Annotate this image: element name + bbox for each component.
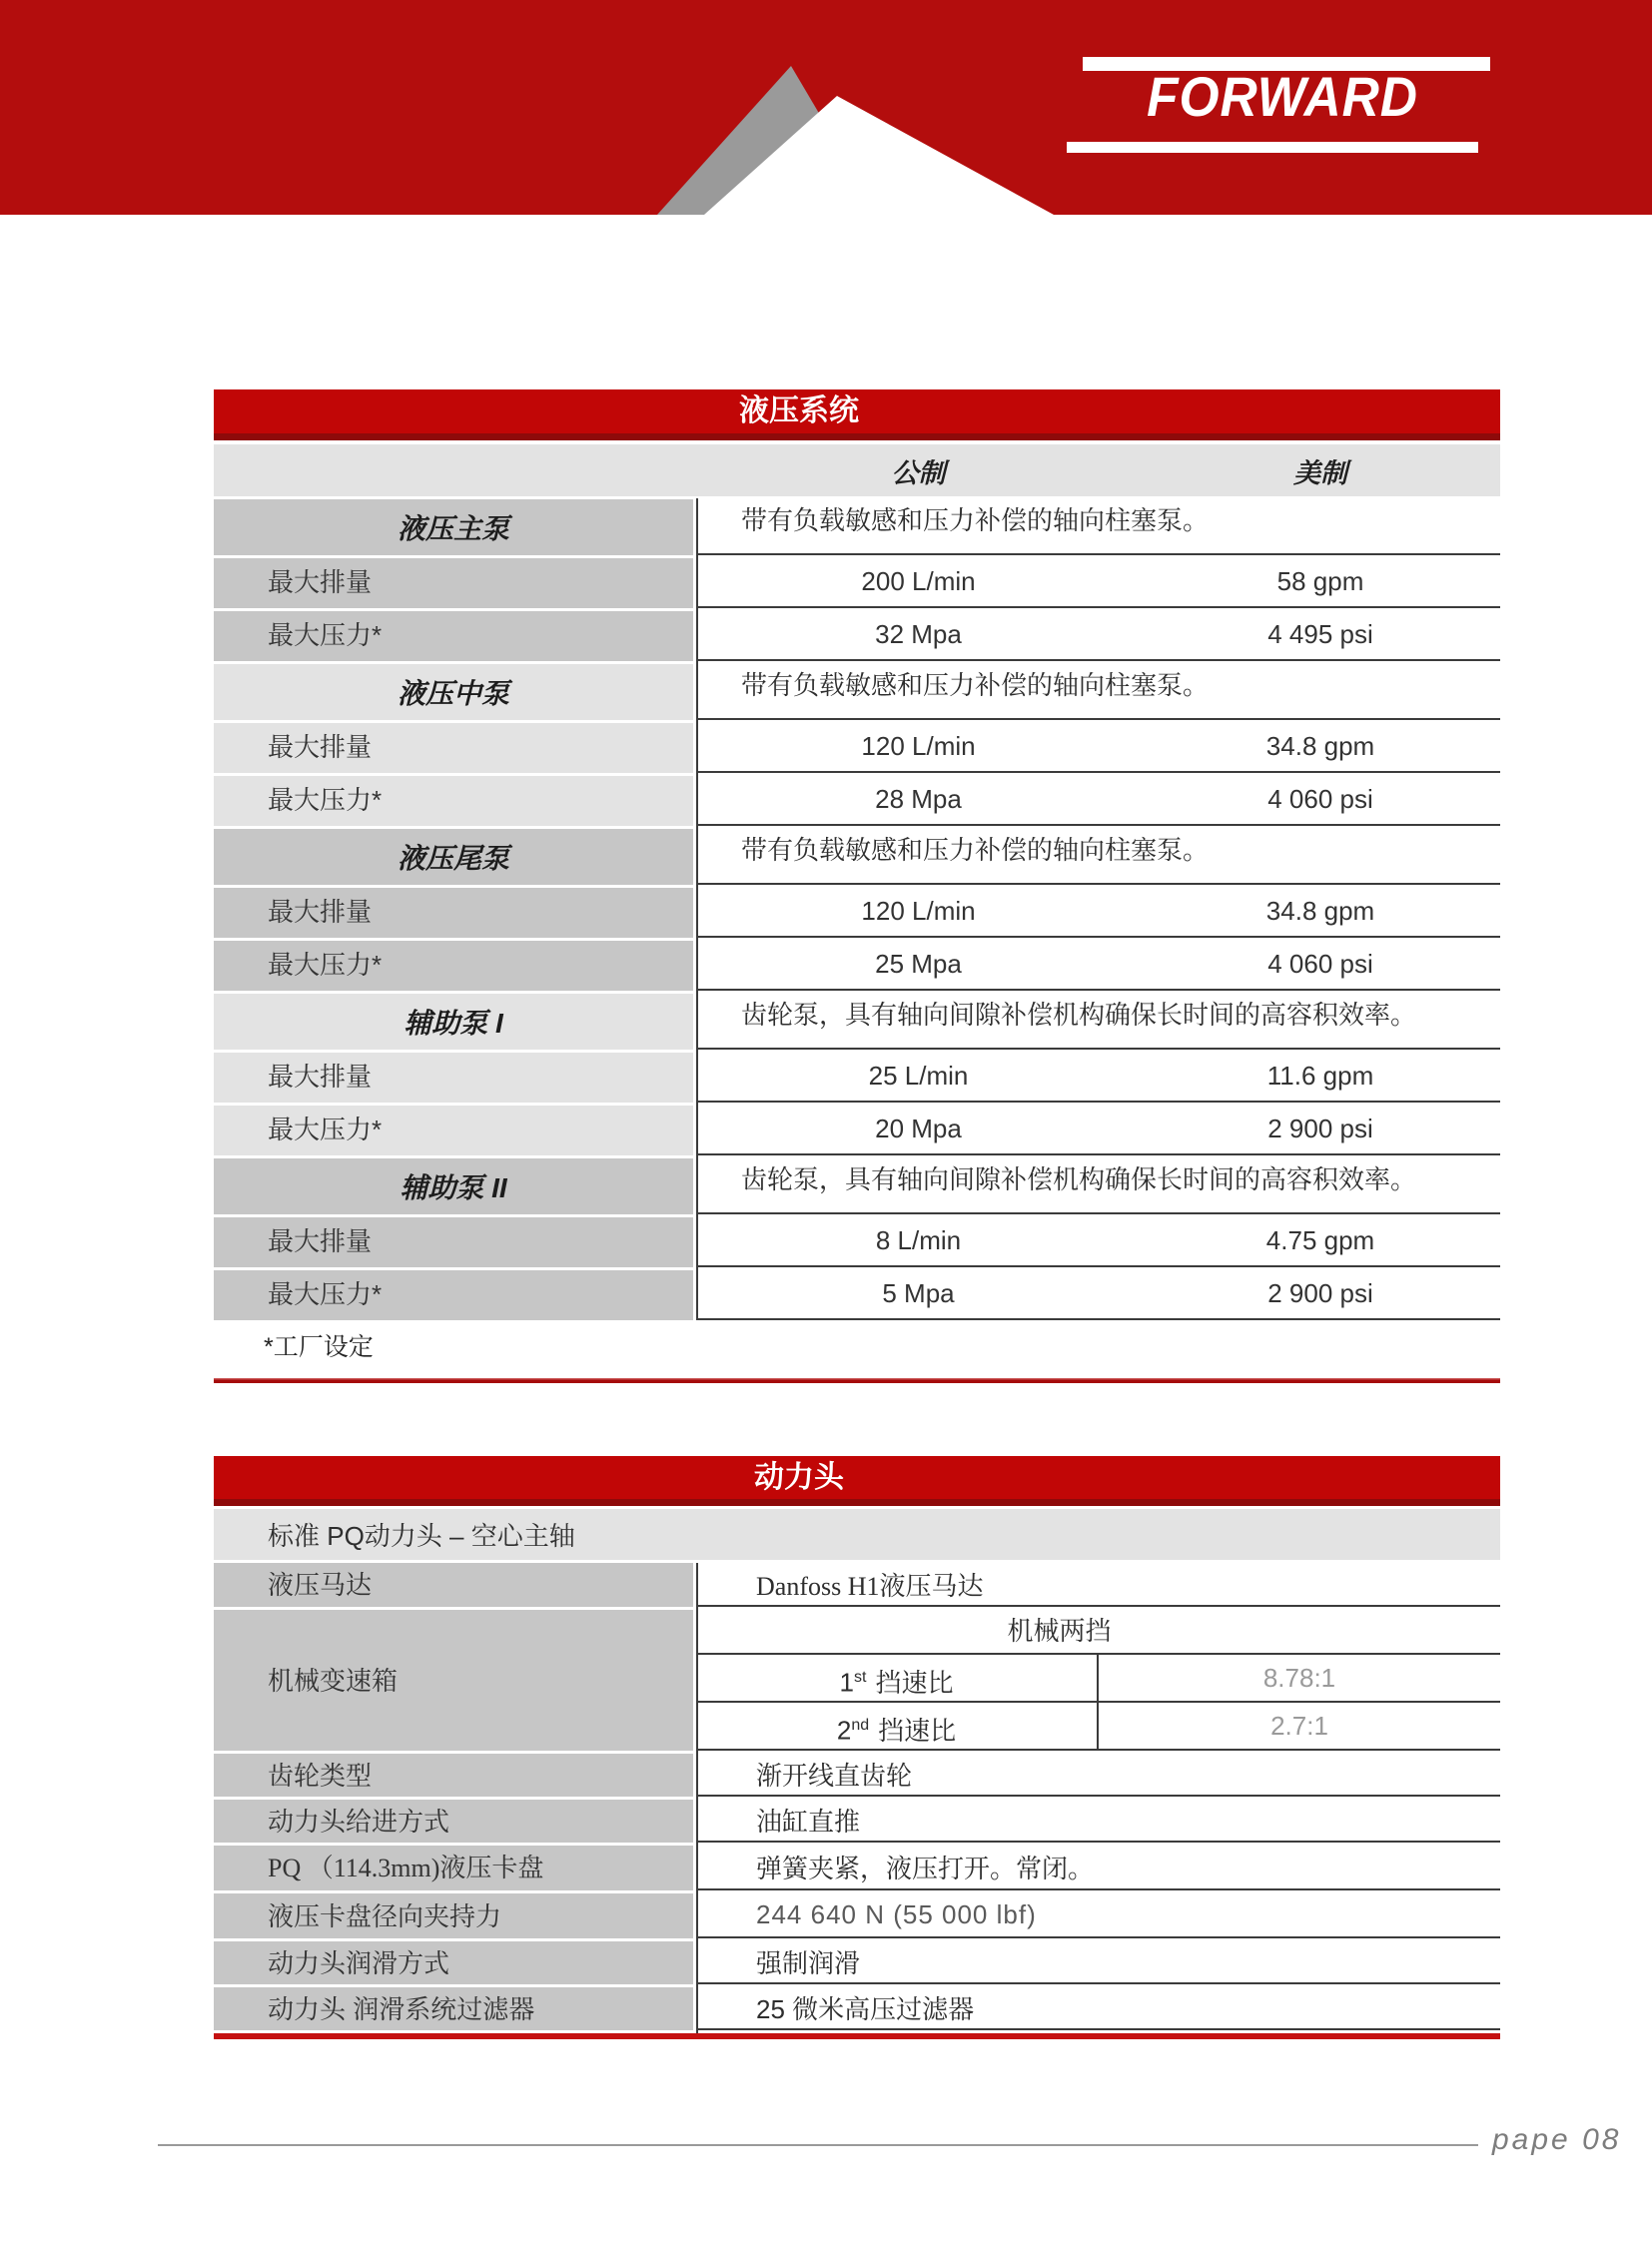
pump-group-header	[214, 664, 1500, 720]
us-value: 4.75 gpm	[1265, 1225, 1375, 1255]
gear-label	[696, 1703, 1099, 1749]
table-row	[214, 1987, 1500, 2030]
row-values	[696, 941, 1500, 991]
pump-name: 液压尾泵	[214, 829, 693, 885]
us-value: 4 060 psi	[1267, 949, 1373, 979]
metric-value: 120 L/min	[861, 896, 976, 926]
table-row	[214, 888, 1500, 938]
table-row	[214, 723, 1500, 773]
power-head-table-title: 动力头	[214, 1456, 1500, 1506]
row-value-cell	[696, 1800, 1500, 1843]
row-values	[696, 723, 1500, 773]
gear-number: 2	[836, 1715, 852, 1746]
us-value: 4 495 psi	[1267, 619, 1373, 649]
row-label-cell	[214, 1893, 693, 1938]
table-row	[214, 776, 1500, 826]
row-label-cell	[214, 1987, 693, 2030]
table-bottom-red-rule	[214, 1378, 1500, 1383]
row-label-cell	[214, 1941, 693, 1984]
table-row	[214, 1941, 1500, 1984]
us-value: 58 gpm	[1276, 566, 1364, 596]
gearbox-row	[214, 1610, 1500, 1751]
us-column-header: 美制	[1293, 457, 1347, 488]
row-value: 弹簧夹紧，液压打开。常闭。	[756, 1854, 1095, 1883]
row-label: 最大排量	[214, 723, 693, 773]
row-label: 最大压力*	[214, 1270, 693, 1320]
gear-ratio: 2.7:1	[1270, 1711, 1328, 1741]
row-value-cell	[696, 1941, 1500, 1984]
row-label: 最大压力*	[214, 776, 693, 826]
logo-brand-text: FORWARD	[1147, 65, 1418, 128]
value-area-left-border	[696, 1563, 698, 2033]
row-label: 最大排量	[214, 888, 693, 938]
row-value-cell	[696, 1893, 1500, 1938]
us-value: 4 060 psi	[1267, 784, 1373, 814]
table-row	[214, 1563, 1500, 1607]
row-values	[696, 1106, 1500, 1155]
row-label: 机械变速箱	[268, 1665, 399, 1696]
gearbox-header: 机械两挡	[696, 1610, 1500, 1655]
page-number: pape 08	[1492, 2123, 1622, 2156]
us-value: 34.8 gpm	[1265, 896, 1375, 926]
power-head-subtitle-row: 标准 PQ动力头 – 空心主轴	[214, 1509, 1500, 1560]
row-label-cell	[214, 1563, 693, 1607]
pump-group-header	[214, 829, 1500, 885]
power-head-table	[214, 1456, 1500, 2039]
pump-description: 带有负载敏感和压力补偿的轴向柱塞泵。	[696, 499, 1500, 555]
row-values	[696, 611, 1500, 661]
pump-group-header	[214, 994, 1500, 1050]
table-row	[214, 611, 1500, 661]
units-header-row	[214, 444, 1500, 496]
row-label: 最大压力*	[214, 1106, 693, 1155]
row-label: 动力头润滑方式	[268, 1947, 450, 1978]
gear-ordinal-suffix: st	[854, 1669, 867, 1686]
row-value: 强制润滑	[756, 1948, 861, 1978]
metric-column-header: 公制	[891, 457, 946, 488]
table-bottom-red-rule	[214, 2033, 1500, 2039]
gear-label-text: 挡速比	[878, 1715, 957, 1746]
metric-value: 25 Mpa	[875, 949, 962, 979]
row-label: 最大排量	[214, 1217, 693, 1267]
pump-name: 液压主泵	[214, 499, 693, 555]
gearbox-gear-row	[696, 1655, 1500, 1703]
hydraulic-table-title: 液压系统	[214, 389, 1500, 440]
gear-ratio: 8.78:1	[1262, 1663, 1336, 1693]
table-row	[214, 1217, 1500, 1267]
metric-value: 8 L/min	[875, 1225, 962, 1255]
metric-value: 28 Mpa	[875, 784, 962, 814]
row-label: 液压卡盘径向夹持力	[268, 1900, 502, 1931]
row-value-cell	[696, 1563, 1500, 1607]
table-row	[214, 1800, 1500, 1843]
pump-group-header	[214, 499, 1500, 555]
table-row	[214, 1106, 1500, 1155]
row-values	[696, 1270, 1500, 1320]
logo-bottom-bar	[1067, 142, 1478, 153]
gear-ordinal-suffix: nd	[851, 1717, 870, 1734]
row-label: 最大压力*	[214, 941, 693, 991]
row-value: 渐开线直齿轮	[756, 1761, 913, 1791]
pump-description: 带有负载敏感和压力补偿的轴向柱塞泵。	[696, 664, 1500, 720]
row-values	[696, 1053, 1500, 1103]
us-value: 2 900 psi	[1267, 1278, 1373, 1308]
us-value: 34.8 gpm	[1265, 731, 1375, 761]
metric-value: 120 L/min	[861, 731, 976, 761]
table-row	[214, 1754, 1500, 1797]
row-value: 25 微米高压过滤器	[756, 1994, 975, 2024]
hydraulic-system-table	[214, 389, 1500, 1383]
header-banner	[0, 0, 1652, 215]
metric-value: 5 Mpa	[882, 1278, 955, 1308]
metric-value: 32 Mpa	[875, 619, 962, 649]
metric-value: 20 Mpa	[875, 1114, 962, 1143]
factory-setting-footnote: *工厂设定	[264, 1333, 374, 1361]
value-area-left-border	[696, 498, 698, 1319]
row-label-cell	[214, 1610, 693, 1751]
row-label: 动力头 润滑系统过滤器	[268, 1993, 535, 2024]
gear-number: 1	[839, 1667, 854, 1698]
metric-value: 25 L/min	[868, 1061, 969, 1091]
forward-logo	[1059, 40, 1498, 165]
row-values	[696, 1217, 1500, 1267]
row-value-cell	[696, 1987, 1500, 2030]
pump-name: 液压中泵	[214, 664, 693, 720]
row-label: 最大排量	[214, 1053, 693, 1103]
row-value: 244 640 N (55 000 lbf)	[756, 1899, 1037, 1929]
row-label: 最大排量	[214, 558, 693, 608]
table-row	[214, 1270, 1500, 1320]
row-label: 齿轮类型	[268, 1760, 373, 1791]
row-value-cell	[696, 1754, 1500, 1797]
row-value: 油缸直推	[756, 1807, 861, 1837]
pump-description: 齿轮泵，具有轴向间隙补偿机构确保长时间的高容积效率。	[696, 1158, 1500, 1214]
row-label: PQ （114.3mm)液压卡盘	[268, 1853, 544, 1882]
gearbox-gear-row	[696, 1703, 1500, 1751]
us-value: 2 900 psi	[1267, 1114, 1373, 1143]
row-label-cell	[214, 1754, 693, 1797]
gear-label-text: 挡速比	[875, 1667, 954, 1698]
table-row	[214, 558, 1500, 608]
table-row	[214, 1053, 1500, 1103]
pump-description: 带有负载敏感和压力补偿的轴向柱塞泵。	[696, 829, 1500, 885]
pump-name: 辅助泵 I	[214, 994, 693, 1050]
row-value: Danfoss H1液压马达	[756, 1571, 984, 1601]
row-value-cell	[696, 1846, 1500, 1890]
metric-value: 200 L/min	[861, 566, 976, 596]
pump-description: 齿轮泵，具有轴向间隙补偿机构确保长时间的高容积效率。	[696, 994, 1500, 1050]
row-label-cell	[214, 1846, 693, 1890]
row-label-cell	[214, 1800, 693, 1843]
footer-rule	[158, 2144, 1478, 2146]
pump-name: 辅助泵 II	[214, 1158, 693, 1214]
gearbox-nested-table	[696, 1610, 1500, 1751]
row-label: 动力头给进方式	[268, 1806, 450, 1837]
us-value: 11.6 gpm	[1266, 1061, 1374, 1091]
pump-group-header	[214, 1158, 1500, 1214]
row-values	[696, 888, 1500, 938]
table-row	[214, 1846, 1500, 1890]
row-label: 最大压力*	[214, 611, 693, 661]
row-values	[696, 776, 1500, 826]
gear-label	[696, 1655, 1099, 1701]
row-values	[696, 558, 1500, 608]
row-label: 液压马达	[268, 1570, 373, 1600]
table-row	[214, 1893, 1500, 1938]
table-row	[214, 941, 1500, 991]
